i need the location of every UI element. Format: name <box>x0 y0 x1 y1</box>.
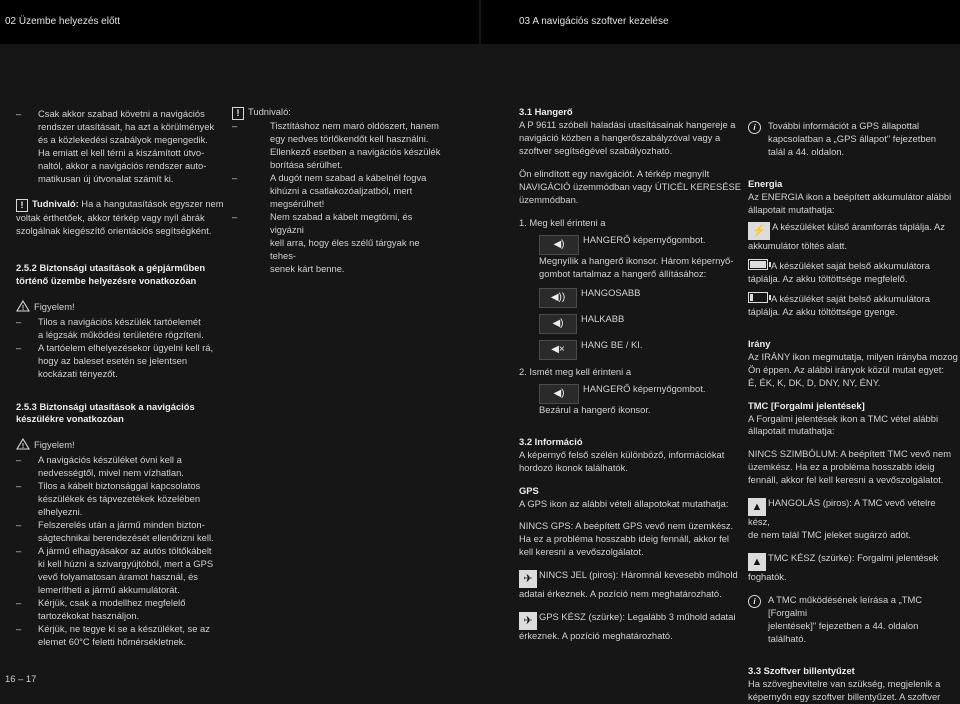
text-line: Az IRÁNY ikon megmutatja, milyen irányba mozog <box>748 350 958 362</box>
text-line: A készüléket saját belső akkumulátora <box>771 292 930 304</box>
list-line: Felszerelés után a jármű minden bizton- <box>38 519 205 531</box>
text-line: üzemkész. Ha ez a probléma hosszabb ideig <box>748 461 935 473</box>
header-right <box>481 0 960 44</box>
gps-info-note <box>748 120 958 159</box>
svg-text:!: ! <box>21 304 25 312</box>
text-line: A készüléket külső áramforrás táplálja. Az <box>772 220 945 232</box>
text-line: További információt a GPS állapottal <box>768 120 920 131</box>
list-line: a légzsák működési területére rögzíteni. <box>38 328 204 340</box>
section-33-title: 3.3 Szoftver billentyűzet <box>748 665 855 677</box>
step-2: 2. Ismét meg kell érinteni a <box>519 365 632 377</box>
energy-title: Energia <box>748 177 783 189</box>
list-item: – A tartóelem elhelyezésekor ügyelni kell rá, hogy az baleset esetén se jelentsen kockázati tényezőt. <box>16 342 226 381</box>
volume-button-label: HANGERŐ képernyőgombot. <box>583 382 706 394</box>
gps-title: GPS <box>519 484 539 496</box>
volume-button[interactable]: ◀) <box>539 384 579 404</box>
list-item: – A navigációs készüléket óvni kell a nedvességtől, mivel nem vízhatlan. <box>16 454 226 480</box>
list-item: – Felszerelés után a jármű minden bizton- ságtechnikai berendezését ellenőrizni kell. <box>16 519 226 545</box>
list-item: – Kérjük, csak a modellhez megfelelő tartozékokat használjon. <box>16 597 226 623</box>
text-line: Ön éppen. Az alábbi irányok közül mutat egyet: <box>748 363 944 375</box>
battery-low-icon <box>748 292 768 303</box>
page-numbers: 16 – 17 <box>5 673 37 684</box>
tmc-info-note <box>748 594 958 646</box>
text-line: NINCS GPS: A beépített GPS vevő nem üzemkész. <box>519 520 734 532</box>
battery-charging-icon: ⚡ <box>748 222 770 240</box>
list-line: senek kárt benne. <box>270 262 345 274</box>
list-item: – Nem szabad a kábelt megtörni, és vigyázni kell arra, hogy éles szélű tárgyak ne tehes- senek kárt benne. <box>248 211 447 276</box>
note-1-line: voltak érthetőek, akkor térkép vagy nyíl ábrák <box>16 211 205 223</box>
text-line: kapcsolatban a „GPS állapot" fejezetben <box>768 132 937 144</box>
section-32-title: 3.2 Információ <box>519 435 583 447</box>
text-line: Ön elindított egy navigációt. A térkép megnyílt <box>519 167 710 179</box>
section-31-title: 3.1 Hangerő <box>519 106 573 117</box>
column-3 <box>519 106 741 643</box>
list-line: vevő folyamatosan áramot használ, és <box>38 571 198 583</box>
list-line: tartozékokat használjon. <box>38 610 140 622</box>
section-253-title-line: készülékre vonatkozóan <box>16 413 124 425</box>
list-line: ki kell húzni a szivargyújtóból, mert a GPS <box>38 558 214 570</box>
list-item: – Tisztításhoz nem maró oldószert, hanem egy nedves törlőkendőt kell használni. Ellenkező esetben a navigációs készülék borítása sérülhet. <box>248 120 447 172</box>
warning-label: Figyelem! <box>34 439 75 451</box>
text-line: Az ENERGIA ikon a beépített akkumulátor alábbi <box>748 190 952 202</box>
text-line: A GPS ikon az alábbi vételi állapotokat mutathatja: <box>519 497 729 509</box>
volume-button[interactable]: ◀) <box>539 235 579 255</box>
list-line: A tartóelem elhelyezésekor ügyelni kell rá, <box>38 341 214 353</box>
list-line: elemet 60°C feletti hőmérsékletnek. <box>38 635 187 647</box>
warning-253 <box>16 438 226 649</box>
section-252-title-line: 2.5.2 Biztonsági utasítások a gépjárműben <box>16 261 206 273</box>
step-1: 1. Meg kell érinteni a <box>519 216 606 228</box>
text-line: NINCS JEL (piros): Háromnál kevesebb műhold <box>539 569 738 581</box>
text-line: NAVIGÁCIÓ üzemmódban vagy ÚTICÉL KERESÉSE <box>519 180 741 192</box>
warning-triangle-icon <box>16 438 30 454</box>
intro-line: Ha emiatt el kell térni a kiszámított útvo- <box>38 146 205 158</box>
column-2 <box>232 106 447 276</box>
text-line: fennáll, akkor fel kell keresni a vevőszolgálatot. <box>748 474 944 486</box>
text-line: Ha szövegbevitelre van szükség, megjelenik a <box>748 678 941 690</box>
list-line: ságtechnikai berendezését ellenőrizni kell. <box>38 532 214 544</box>
quieter-button[interactable]: ◀) <box>539 314 577 334</box>
tmc-ready-icon: ▲ <box>748 553 766 571</box>
text-line: talál a 44. oldalon. <box>768 145 845 157</box>
note-1-text: Ha a hangutasítások egyszer nem <box>78 197 224 209</box>
list-line: Ellenkező esetben a navigációs készülék <box>270 145 441 157</box>
list-line: Nem szabad a kábelt megtörni, és vigyázni <box>270 210 413 235</box>
volume-button-label: HANGERŐ képernyőgombot. <box>583 233 706 245</box>
list-line: kell arra, hogy éles szélű tárgyak ne tehes- <box>270 236 420 261</box>
text-line: akkumulátor töltés alatt. <box>748 239 848 251</box>
list-line: Kérjük, ne tegye ki se a készüléket, se az <box>38 623 210 634</box>
list-line: megsérülhet! <box>270 197 325 209</box>
section-253-title <box>16 401 226 427</box>
list-line: kockázati tényezőt. <box>38 367 118 379</box>
list-line: Tisztításhoz nem maró oldószert, hanem <box>270 120 439 131</box>
list-line: borítása sérülhet. <box>270 158 343 170</box>
text-line: Ha ez a probléma hosszabb ideig fennáll, akkor fel <box>519 533 730 545</box>
quieter-label: HALKABB <box>581 312 625 324</box>
intro-item: – Csak akkor szabad követni a navigációs rendszer utasításait, ha azt a körülmények és a közlekedési szabályok megengedik. Ha emiatt el kell térni a kiszámított útvo- naltól, akkor a navigációs rendszer auto- matikusan új útvonalat számít ki. <box>16 108 226 186</box>
warning-label: Figyelem! <box>34 300 75 312</box>
list-line: Kérjük, csak a modellhez megfelelő <box>38 597 186 609</box>
tmc-title: TMC [Forgalmi jelentések] <box>748 399 865 411</box>
text-line: TMC KÉSZ (szürke): Forgalmi jelentések <box>768 552 939 564</box>
list-line: készülékek és tápvezetékek közelében <box>38 493 201 505</box>
list-item: – Tilos a navigációs készülék tartóelemét a légzsák működési területére rögzíteni. <box>16 316 226 342</box>
gps-ready-icon: ✈ <box>519 612 537 630</box>
list-item: – A jármű elhagyásakor az autós töltőkábelt ki kell húzni a szivargyújtóból, mert a GPS vevő folyamatosan áramot használ, és lemerítheti a jármű akkumulátorát. <box>16 545 226 597</box>
text-line: GPS KÉSZ (szürke): Legalább 3 műhold adatai <box>539 611 736 623</box>
text-line: üzemmódban. <box>519 193 579 205</box>
list-line: Tilos a kábelt biztonsággal kapcsolatos <box>38 480 201 492</box>
louder-button[interactable]: ◀)) <box>539 288 577 308</box>
warning-252 <box>16 300 226 381</box>
note-1 <box>16 198 226 238</box>
mute-button[interactable]: ◀× <box>539 340 577 360</box>
text-line: de nem talál TMC jeleket sugárzó adót. <box>748 529 911 541</box>
tmc-searching-icon: ▲ <box>748 498 766 516</box>
mute-label: HANG BE / KI. <box>581 338 643 350</box>
list-line: nedvességtől, mivel nem vízhatlan. <box>38 467 184 479</box>
text-line: A képernyő felső szélén különböző, információkat <box>519 448 725 460</box>
text-line: szoftver segítségével szabályozható. <box>519 144 673 156</box>
list-line: egy nedves törlőkendőt kell használni. <box>270 132 429 144</box>
text-line: NINCS SZIMBÓLUM: A beépített TMC vevő nem <box>748 448 952 460</box>
list-line: A navigációs készüléket óvni kell a <box>38 454 182 466</box>
list-item: – Kérjük, ne tegye ki se a készüléket, se az elemet 60°C feletti hőmérsékletnek. <box>16 623 226 649</box>
section-252-title-line: történő üzembe helyezésre vonatkozóan <box>16 274 197 286</box>
list-line: hogy az baleset esetén se jelentsen <box>38 354 188 366</box>
column-1 <box>16 108 226 649</box>
list-line: elhelyezni. <box>38 506 83 518</box>
note-2-label: Tudnivaló: <box>248 106 291 117</box>
text-line: kell keresni a vevőszolgálatot. <box>519 546 644 558</box>
louder-label: HANGOSABB <box>581 286 641 298</box>
text-line: táplálja. Az akku töltöttsége gyenge. <box>748 305 898 317</box>
info-icon: i <box>748 595 761 608</box>
text-line: A készüléket saját belső akkumulátora <box>771 259 930 271</box>
text-line: É, ÉK, K, DK, D, DNY, NY, ÉNY. <box>748 376 881 388</box>
text-line: jelentések]" fejezetben a 44. oldalon található. <box>768 620 919 645</box>
text-line: A P 9611 szóbeli haladási utasításainak hangereje a <box>519 118 736 130</box>
section-253-title-line: 2.5.3 Biztonsági utasítások a navigációs <box>16 400 195 412</box>
list-line: A dugót nem szabad a kábelnél fogva <box>270 171 427 183</box>
header-right-title: 03 A navigációs szoftver kezelése <box>519 16 669 28</box>
text-line: érkeznek. A pozíció meghatározható. <box>519 630 673 642</box>
text-line: foghatók. <box>748 571 787 583</box>
intro-line: matikusan új útvonalat számít ki. <box>38 172 174 184</box>
exclamation-icon: ! <box>232 107 244 120</box>
note-1-line: szolgálnak kiegészítő orientációs segítségként. <box>16 224 212 236</box>
note-1-label: Tudnivaló: <box>32 197 79 209</box>
section-252-title <box>16 262 226 288</box>
battery-full-icon <box>748 259 768 270</box>
intro-line: Csak akkor szabad követni a navigációs <box>38 108 205 119</box>
list-item: – Tilos a kábelt biztonsággal kapcsolatos készülékek és tápvezetékek közelében elhelyezni. <box>16 480 226 519</box>
text-line: A TMC működésének leírása a „TMC [Forgalmi <box>768 594 923 619</box>
info-icon: i <box>748 121 761 134</box>
text-line: táplálja. Az akku töltöttsége megfelelő. <box>748 272 908 284</box>
exclamation-icon: ! <box>16 199 28 212</box>
text-line: hordozó ikonok találhatók. <box>519 461 628 473</box>
text-line: Megnyílik a hangerő ikonsor. Három képernyő- <box>539 254 734 266</box>
header-left <box>0 0 479 44</box>
text-line: állapotait mutathatja: <box>748 203 835 215</box>
list-line: lemerítheti a jármű akkumulátorát. <box>38 584 180 596</box>
warning-triangle-icon <box>16 300 30 316</box>
header-left-title: 02 Üzembe helyezés előtt <box>5 16 121 28</box>
text-line: állapotait mutathatja: <box>748 425 835 437</box>
intro-line: rendszer utasításait, ha azt a körülmények <box>38 120 215 132</box>
list-line: A jármű elhagyásakor az autós töltőkábelt <box>38 545 212 557</box>
intro-line: és a közlekedési szabályok megengedik. <box>38 133 208 145</box>
text-line: Bezárul a hangerő ikonsor. <box>539 403 651 415</box>
list-line: kihúzni a csatlakozóaljzatból, mert <box>270 184 413 196</box>
text-line: A Forgalmi jelentések ikon a TMC vétel alábbi <box>748 412 939 424</box>
text-line: képernyőn egy szoftver billentyűzet. A szoftver <box>748 691 941 703</box>
text-line: HANGOLÁS (piros): A TMC vevő vételre kész, <box>748 497 936 528</box>
column-4 <box>748 120 958 704</box>
text-line: navigáció közben a hangerőszabályzóval vagy a <box>519 131 721 143</box>
list-item: – A dugót nem szabad a kábelnél fogva kihúzni a csatlakozóaljzatból, mert megsérülhet! <box>248 172 447 211</box>
gps-no-signal-icon: ✈ <box>519 570 537 588</box>
list-line: Tilos a navigációs készülék tartóelemét <box>38 315 201 327</box>
text-line: adatai érkeznek. A pozíció nem meghatározható. <box>519 588 722 600</box>
direction-title: Irány <box>748 337 771 349</box>
text-line: gombot tartalmaz a hangerő állításához: <box>539 267 707 279</box>
intro-line: naltól, akkor a navigációs rendszer auto- <box>38 159 207 171</box>
svg-text:!: ! <box>21 443 25 451</box>
